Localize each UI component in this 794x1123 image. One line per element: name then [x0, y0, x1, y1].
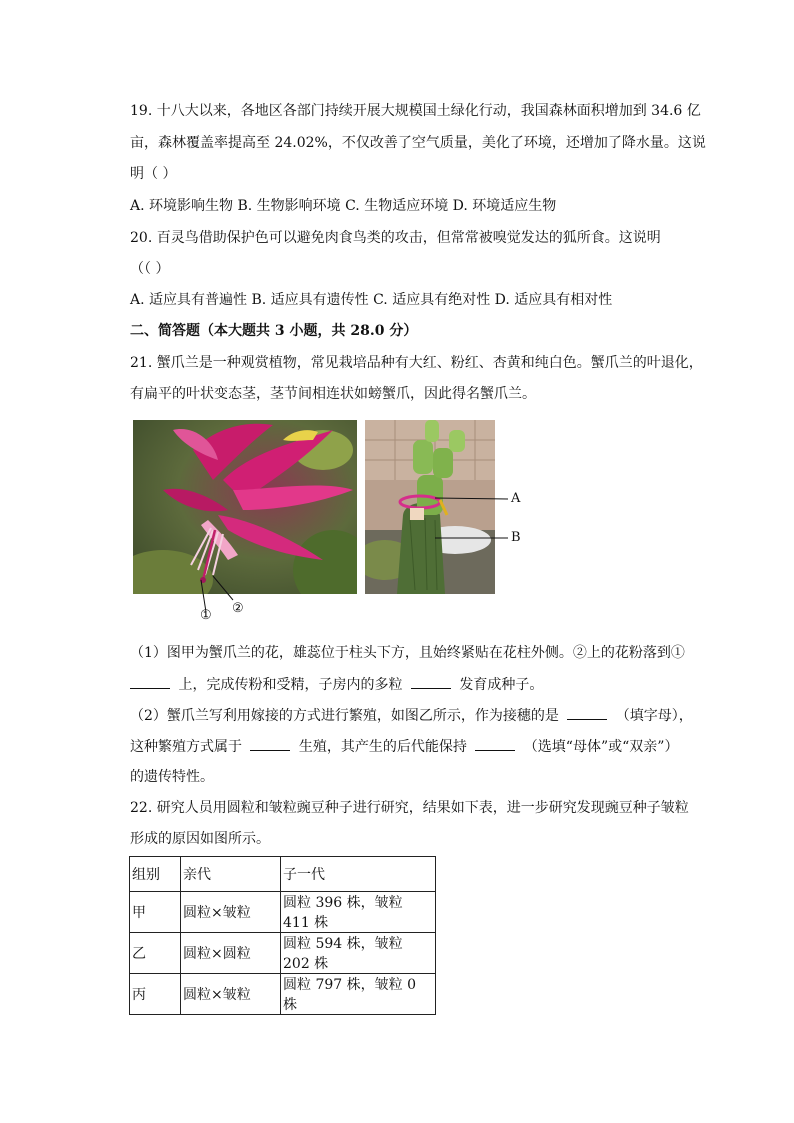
- q19-line1: 19. 十八大以来，各地区各部门持续开展大规模国土绿化行动，我国森林面积增加到 34.6 亿: [130, 103, 701, 119]
- q21-line1: 21. 蟹爪兰是一种观赏植物，常见栽培品种有大红、粉红、杏黄和纯白色。蟹爪兰的叶退化，: [130, 355, 703, 371]
- table-cell: 圆粒 594 株，皱粒 202 株: [281, 933, 436, 974]
- q22-line2: 形成的原因如图所示。: [130, 831, 270, 847]
- table-cell: 丙: [130, 974, 181, 1015]
- table-cell: 圆粒×皱粒: [181, 892, 281, 933]
- flower-leader-lines: [133, 420, 357, 630]
- answer-blank[interactable]: [130, 674, 170, 689]
- table-row: [130, 933, 436, 974]
- table-cell: 圆粒 797 株，皱粒 0 株: [281, 974, 436, 1015]
- table-cell: 圆粒×圆粒: [181, 933, 281, 974]
- label-a: A: [511, 491, 521, 506]
- table-cell: 甲: [130, 892, 181, 933]
- answer-blank[interactable]: [411, 674, 451, 689]
- q20-line2: （（ ）: [130, 261, 170, 277]
- q22-line1: 22. 研究人员用圆粒和皱粒豌豆种子进行研究，结果如下表，进一步研究发现豌豆种子皱粒: [130, 800, 689, 816]
- label-two: ②: [232, 601, 244, 616]
- results-table: [129, 856, 436, 1015]
- answer-blank[interactable]: [475, 736, 515, 751]
- q21-part2-line1: （2）蟹爪兰写利用嫁接的方式进行繁殖，如图乙所示，作为接穗的是 （填字母），: [130, 705, 693, 726]
- table-row: [130, 974, 436, 1015]
- table-header: 子一代: [281, 857, 436, 892]
- table-header: 组别: [130, 857, 181, 892]
- q19-options: A. 环境影响生物 B. 生物影响环境 C. 生物适应环境 D. 环境适应生物: [130, 198, 557, 214]
- q21-line2: 有扁平的叶状变态茎，茎节间相连状如螃蟹爪，因此得名蟹爪兰。: [130, 386, 536, 402]
- label-one: ①: [200, 608, 212, 623]
- label-b: B: [511, 530, 521, 545]
- table-cell: 圆粒 396 株，皱粒 411 株: [281, 892, 436, 933]
- q21-part2-line3: 的遗传特性。: [130, 769, 214, 785]
- table-row: [130, 892, 436, 933]
- table-header-row: [130, 857, 436, 892]
- q21-part2-line2: 这种繁殖方式属于 生殖，其产生的后代能保持 （选填“母体”或“双亲”）: [130, 736, 678, 757]
- table-header: 亲代: [181, 857, 281, 892]
- q20-line1: 20. 百灵鸟借助保护色可以避免肉食鸟类的攻击，但常常被嗅觉发达的狐所食。这说明: [130, 230, 661, 246]
- grafting-leader-lines: [365, 420, 515, 560]
- q21-part1-line1: （1）图甲为蟹爪兰的花，雄蕊位于柱头下方，且始终紧贴在花柱外侧。②上的花粉落到①: [130, 645, 685, 661]
- q21-part1-line2: 上，完成传粉和受精，子房内的多粒 发育成种子。: [130, 674, 543, 695]
- q19-line3: 明（ ）: [130, 166, 177, 182]
- table-cell: 圆粒×皱粒: [181, 974, 281, 1015]
- answer-blank[interactable]: [250, 736, 290, 751]
- q20-options: A. 适应具有普遍性 B. 适应具有遗传性 C. 适应具有绝对性 D. 适应具有相对性: [130, 292, 613, 308]
- q19-line2: 亩，森林覆盖率提高至 24.02%，不仅改善了空气质量，美化了环境，还增加了降水量。这说: [130, 135, 706, 151]
- answer-blank[interactable]: [567, 705, 607, 720]
- table-cell: 乙: [130, 933, 181, 974]
- section-heading: 二、简答题（本大题共 3 小题，共 28.0 分）: [130, 323, 418, 339]
